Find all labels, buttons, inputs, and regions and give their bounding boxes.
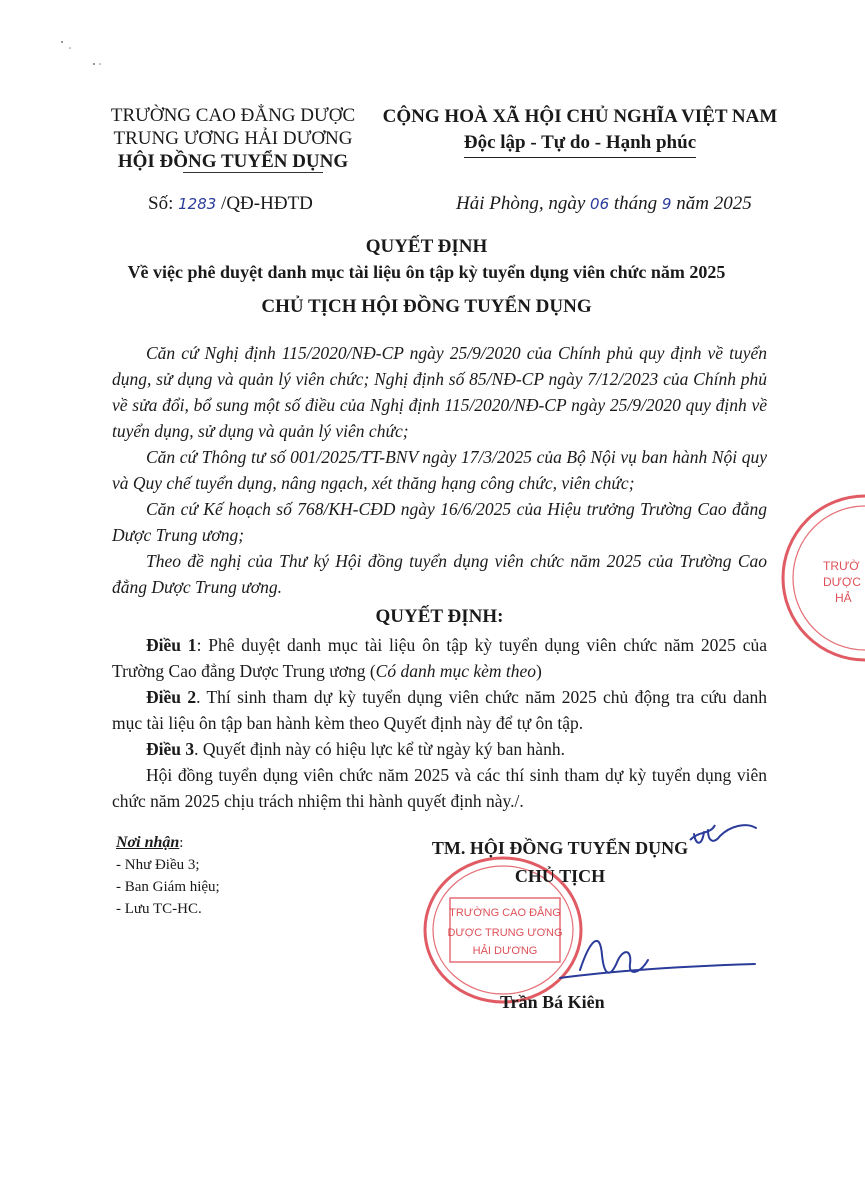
article-1-italic: Có danh mục kèm theo: [375, 661, 537, 681]
basis-paragraph: Căn cứ Thông tư số 001/2025/TT-BNV ngày 17/3/2025 của Bộ Nội vụ ban hành Nội quy và Quy chế tuyển dụng, nâng ngạch, xét thăng hạng công chức, viên chức;: [112, 447, 767, 493]
authority-title: CHỦ TỊCH HỘI ĐỒNG TUYỂN DỤNG: [261, 296, 592, 317]
article-2: [112, 684, 767, 736]
document-subject: Về việc phê duyệt danh mục tài liệu ôn tập kỳ tuyển dụng viên chức năm 2025: [127, 262, 726, 282]
recipient-item: - Ban Giám hiệu;: [116, 879, 220, 895]
initials-mark: [690, 820, 760, 856]
decision-heading: QUYẾT ĐỊNH:: [375, 606, 504, 627]
article-1: [112, 632, 767, 684]
number-handwritten: 1283: [178, 195, 217, 213]
article-3: [112, 736, 767, 762]
document-body: [112, 340, 767, 814]
seal-text-line3: HẢI DƯƠNG: [472, 945, 538, 957]
date-month-label: tháng: [613, 193, 658, 214]
org-name-line1: TRƯỜNG CAO ĐẲNG DƯỢC: [110, 105, 356, 126]
edge-seal: [785, 478, 865, 678]
national-motto: Độc lập - Tự do - Hạnh phúc: [464, 130, 696, 158]
org-name-line2: TRUNG ƯƠNG HẢI DƯƠNG: [113, 128, 353, 149]
document-number: [148, 193, 313, 215]
date-day: 06: [590, 195, 610, 213]
article-2-label: Điều 2: [146, 687, 197, 707]
edge-seal-text-line3: HẢ: [835, 591, 852, 605]
date-place: Hải Phòng, ngày: [456, 193, 586, 214]
article-2-text: . Thí sinh tham dự kỳ tuyển dụng viên chức năm 2025 chủ động tra cứu danh mục tài liệu ôn tập ban hành kèm theo Quyết định này để tự ôn tập.: [112, 687, 768, 733]
country-name: CỘNG HOÀ XÃ HỘI CHỦ NGHĨA VIỆT NAM: [382, 106, 778, 127]
article-1-end: ): [536, 661, 542, 681]
closing-paragraph: Hội đồng tuyển dụng viên chức năm 2025 và các thí sinh tham dự kỳ tuyển dụng viên chức năm 2025 chịu trách nhiệm thi hành quyết định này./.: [112, 765, 767, 811]
basis-paragraph: Theo đề nghị của Thư ký Hội đồng tuyển dụng viên chức năm 2025 của Trường Cao đẳng Dược Trung ương.: [112, 551, 767, 597]
edge-seal-text-line1: TRƯỜ: [823, 559, 860, 573]
recipients-colon: :: [179, 835, 184, 851]
basis-paragraph: Căn cứ Kế hoạch số 768/KH-CĐD ngày 16/6/2025 của Hiệu trưởng Trường Cao đẳng Dược Trung ương;: [112, 499, 767, 545]
signature-on-behalf: TM. HỘI ĐỒNG TUYỂN DỤNG: [431, 838, 689, 858]
seal-text-line1: TRƯỜNG CAO ĐẲNG: [449, 907, 561, 919]
recipients-heading: Nơi nhận: [116, 834, 180, 851]
article-3-label: Điều 3: [146, 739, 195, 759]
date-month: 9: [661, 195, 672, 213]
edge-seal-text-line2: DƯỢC: [823, 575, 861, 589]
recipient-item: - Lưu TC-HC.: [116, 901, 202, 917]
basis-paragraph: Căn cứ Nghị định 115/2020/NĐ-CP ngày 25/9/2020 của Chính phủ quy định về tuyển dụng, sử dụng và quản lý viên chức; Nghị định số 85/NĐ-CP ngày 7/12/2023 của Chính phủ về sửa đổi, bổ sung một số điều của Nghị định 115/2020/NĐ-CP ngày 25/9/2020 quy định về tuyển dụng, sử dụng và quản lý viên chức;: [112, 343, 767, 441]
article-1-label: Điều 1: [146, 635, 197, 655]
number-suffix: /QĐ-HĐTD: [221, 193, 313, 214]
handwritten-signature: [540, 900, 760, 1000]
scan-artifact: [50, 30, 110, 70]
article-3-text: . Quyết định này có hiệu lực kể từ ngày ký ban hành.: [194, 739, 565, 759]
article-1-text: : Phê duyệt danh mục tài liệu ôn tập kỳ tuyển dụng viên chức năm 2025 của Trường Cao đẳng Dược Trung ương (: [112, 635, 767, 681]
org-council: HỘI ĐỒNG TUYỂN DỤNG: [117, 151, 349, 172]
seal-text-line2: DƯỢC TRUNG ƯƠNG: [447, 927, 563, 939]
signer-name: Trần Bá Kiên: [500, 992, 605, 1012]
recipients-block: [116, 832, 220, 920]
signature-title: [410, 834, 710, 890]
issue-date: [456, 193, 752, 215]
number-label: Số:: [148, 193, 174, 214]
date-year: năm 2025: [676, 193, 752, 214]
national-header: [370, 104, 790, 158]
org-underline: [183, 172, 323, 173]
document-type-title: QUYẾT ĐỊNH: [365, 236, 488, 257]
recipient-item: - Như Điều 3;: [116, 857, 200, 873]
issuing-organization: [88, 104, 378, 173]
signature-position: CHỦ TỊCH: [514, 866, 606, 886]
